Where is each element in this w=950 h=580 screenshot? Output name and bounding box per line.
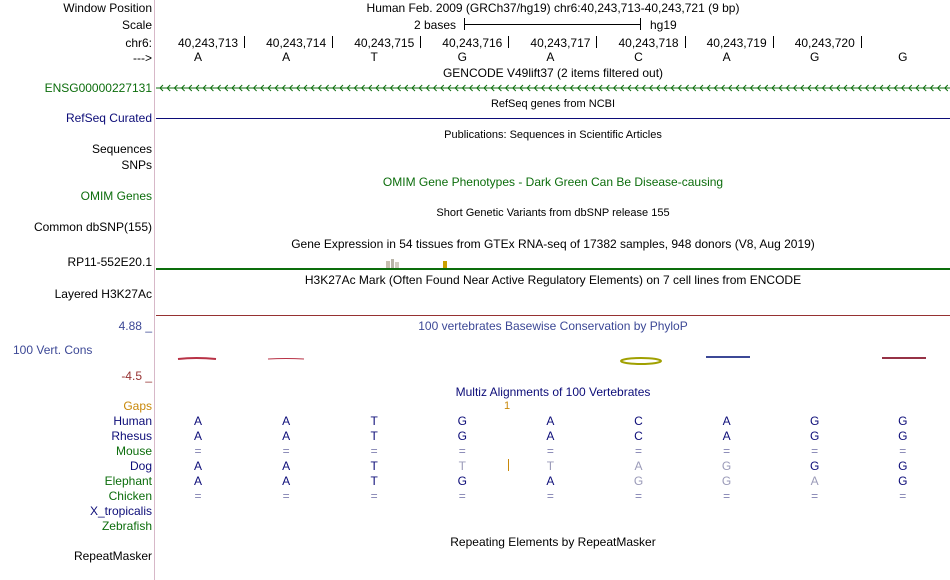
gencode-gene-feature[interactable] — [156, 82, 950, 94]
multiz-base: A — [282, 414, 291, 428]
gtex-gene-line — [156, 268, 950, 270]
scale-text: 2 bases — [414, 18, 457, 32]
multiz-base: G — [457, 474, 467, 488]
multiz-base: G — [898, 414, 908, 428]
refseq-track-line — [156, 118, 950, 119]
ruler-base: A — [546, 50, 555, 64]
omim-track-label[interactable]: OMIM Genes — [80, 189, 152, 203]
multiz-base: = — [634, 444, 642, 458]
ruler-tick — [596, 36, 597, 48]
ruler-coordinate: 40,243,714 — [266, 36, 327, 50]
multiz-base: T — [370, 459, 378, 473]
multiz-base: G — [898, 474, 908, 488]
ruler-tick — [420, 36, 421, 48]
gtex-bar — [391, 259, 394, 268]
h3k27ac-track-title[interactable]: H3K27Ac Mark (Often Found Near Active Regulatory Elements) on 7 cell lines from ENCODE — [304, 273, 802, 287]
label-column-separator — [154, 0, 155, 580]
conservation-track-title[interactable]: 100 vertebrates Basewise Conservation by PhyloP — [418, 319, 688, 333]
chromosome-label[interactable]: chr6: — [125, 36, 152, 50]
multiz-base: = — [194, 444, 202, 458]
multiz-base: = — [546, 444, 554, 458]
scale-bar — [464, 24, 640, 25]
conservation-wiggle — [156, 350, 950, 370]
multiz-base: A — [193, 459, 202, 473]
ruler-coordinate: 40,243,717 — [530, 36, 591, 50]
multiz-base: G — [457, 414, 467, 428]
h3k27ac-signal-line — [156, 315, 950, 316]
multiz-base: A — [193, 429, 202, 443]
gtex-bar — [443, 261, 447, 268]
multiz-base: = — [723, 444, 731, 458]
multiz-base: A — [722, 429, 731, 443]
multiz-base: T — [458, 459, 466, 473]
multiz-base: G — [457, 429, 467, 443]
sequences-track-label[interactable]: Sequences — [91, 142, 152, 156]
ruler-coordinate: 40,243,719 — [706, 36, 767, 50]
multiz-base: = — [899, 489, 907, 503]
refseq-track-label[interactable]: RefSeq Curated — [65, 111, 152, 125]
multiz-base: = — [811, 489, 819, 503]
conservation-track-label[interactable]: 100 Vert. Cons — [13, 343, 93, 357]
gtex-track-title[interactable]: Gene Expression in 54 tissues from GTEx RNA-seq of 17382 samples, 948 donors (V8, Aug 2019) — [291, 237, 815, 251]
scale-label[interactable]: Scale — [121, 18, 152, 32]
multiz-base: A — [810, 474, 819, 488]
assembly-name: hg19 — [650, 18, 677, 32]
ruler-coordinate: 40,243,716 — [442, 36, 503, 50]
multiz-base: G — [810, 429, 820, 443]
gtex-bar — [386, 261, 390, 268]
ruler-coordinate: 40,243,715 — [354, 36, 415, 50]
multiz-species-label[interactable]: Human — [113, 414, 152, 428]
multiz-species-label[interactable]: Mouse — [115, 444, 152, 458]
multiz-species-label[interactable]: Elephant — [104, 474, 152, 488]
multiz-base: A — [282, 459, 291, 473]
ruler-base: G — [810, 50, 820, 64]
multiz-base: T — [546, 459, 555, 473]
multiz-base: = — [282, 444, 290, 458]
multiz-base: = — [282, 489, 290, 503]
multiz-species-label[interactable]: Zebrafish — [101, 519, 152, 533]
gaps-label[interactable]: Gaps — [123, 399, 152, 413]
multiz-base: G — [898, 459, 908, 473]
scale-bar-right-cap — [640, 18, 641, 30]
multiz-species-label[interactable]: Dog — [129, 459, 152, 473]
insertion-marker — [508, 459, 509, 471]
ruler-coordinate: 40,243,720 — [794, 36, 855, 50]
multiz-base: A — [634, 459, 643, 473]
h3k27ac-track-label[interactable]: Layered H3K27Ac — [54, 287, 152, 301]
multiz-base: G — [721, 474, 732, 488]
multiz-base: A — [193, 474, 202, 488]
multiz-base: = — [723, 489, 731, 503]
ruler-base: T — [370, 50, 378, 64]
multiz-base: = — [634, 489, 642, 503]
multiz-species-label[interactable]: Rhesus — [111, 429, 152, 443]
multiz-base: = — [811, 444, 819, 458]
omim-track-title[interactable]: OMIM Gene Phenotypes - Dark Green Can Be Disease-causing — [382, 175, 724, 189]
ruler-base: A — [282, 50, 291, 64]
snps-track-label[interactable]: SNPs — [121, 158, 152, 172]
ruler-tick — [508, 36, 509, 48]
ruler-base: A — [193, 50, 202, 64]
ruler-tick — [244, 36, 245, 48]
window-position-text: Human Feb. 2009 (GRCh37/hg19) chr6:40,243,713-40,243,721 (9 bp) — [366, 1, 740, 15]
multiz-base: A — [282, 429, 291, 443]
multiz-base: G — [898, 429, 908, 443]
multiz-base: C — [634, 414, 643, 428]
refseq-track-title[interactable]: RefSeq genes from NCBI — [490, 98, 616, 110]
multiz-base: C — [634, 429, 643, 443]
multiz-base: A — [546, 474, 555, 488]
multiz-base: = — [899, 444, 907, 458]
gap-count: 1 — [504, 400, 511, 412]
ruler-base: G — [898, 50, 908, 64]
ruler-base: C — [634, 50, 643, 64]
multiz-species-label[interactable]: X_tropicalis — [89, 504, 152, 518]
dbsnp-track-title[interactable]: Short Genetic Variants from dbSNP release 155 — [436, 207, 670, 219]
strand-label[interactable]: ---> — [133, 51, 152, 65]
multiz-base: A — [282, 474, 291, 488]
multiz-base: G — [810, 459, 820, 473]
multiz-base: T — [370, 429, 378, 443]
multiz-base: = — [370, 489, 378, 503]
ruler-coordinate: 40,243,713 — [178, 36, 239, 50]
multiz-base: A — [546, 429, 555, 443]
multiz-base: A — [546, 414, 555, 428]
multiz-base: = — [458, 489, 466, 503]
ruler-tick — [332, 36, 333, 48]
dbsnp-track-label[interactable]: Common dbSNP(155) — [33, 220, 152, 234]
multiz-base: A — [193, 414, 202, 428]
multiz-base: = — [458, 444, 466, 458]
multiz-base: T — [370, 474, 378, 488]
publications-track-title[interactable]: Publications: Sequences in Scientific Articles — [444, 129, 662, 141]
conservation-min-label: -4.5 _ — [121, 369, 152, 383]
conservation-max-label: 4.88 _ — [118, 319, 152, 333]
repeatmasker-track-title[interactable]: Repeating Elements by RepeatMasker — [450, 535, 656, 549]
multiz-base: = — [546, 489, 554, 503]
window-position-label[interactable]: Window Position — [63, 1, 152, 15]
ruler-tick — [773, 36, 774, 48]
gencode-track-title[interactable]: GENCODE V49lift37 (2 items filtered out) — [442, 66, 664, 80]
multiz-base: G — [810, 414, 820, 428]
ruler-base: A — [722, 50, 731, 64]
ruler-base: G — [457, 50, 467, 64]
repeatmasker-track-label[interactable]: RepeatMasker — [73, 549, 152, 563]
ruler-coordinate: 40,243,718 — [618, 36, 679, 50]
gencode-track-label[interactable]: ENSG00000227131 — [44, 81, 152, 95]
multiz-track-title[interactable]: Multiz Alignments of 100 Vertebrates — [455, 385, 651, 399]
multiz-base: = — [370, 444, 378, 458]
multiz-base: T — [370, 414, 378, 428]
ruler-tick — [685, 36, 686, 48]
multiz-base: G — [633, 474, 644, 488]
gtex-track-label[interactable]: RP11-552E20.1 — [67, 255, 152, 269]
multiz-base: = — [194, 489, 202, 503]
multiz-base: A — [722, 414, 731, 428]
ruler-tick — [861, 36, 862, 48]
multiz-species-label[interactable]: Chicken — [108, 489, 152, 503]
multiz-base: G — [721, 459, 732, 473]
